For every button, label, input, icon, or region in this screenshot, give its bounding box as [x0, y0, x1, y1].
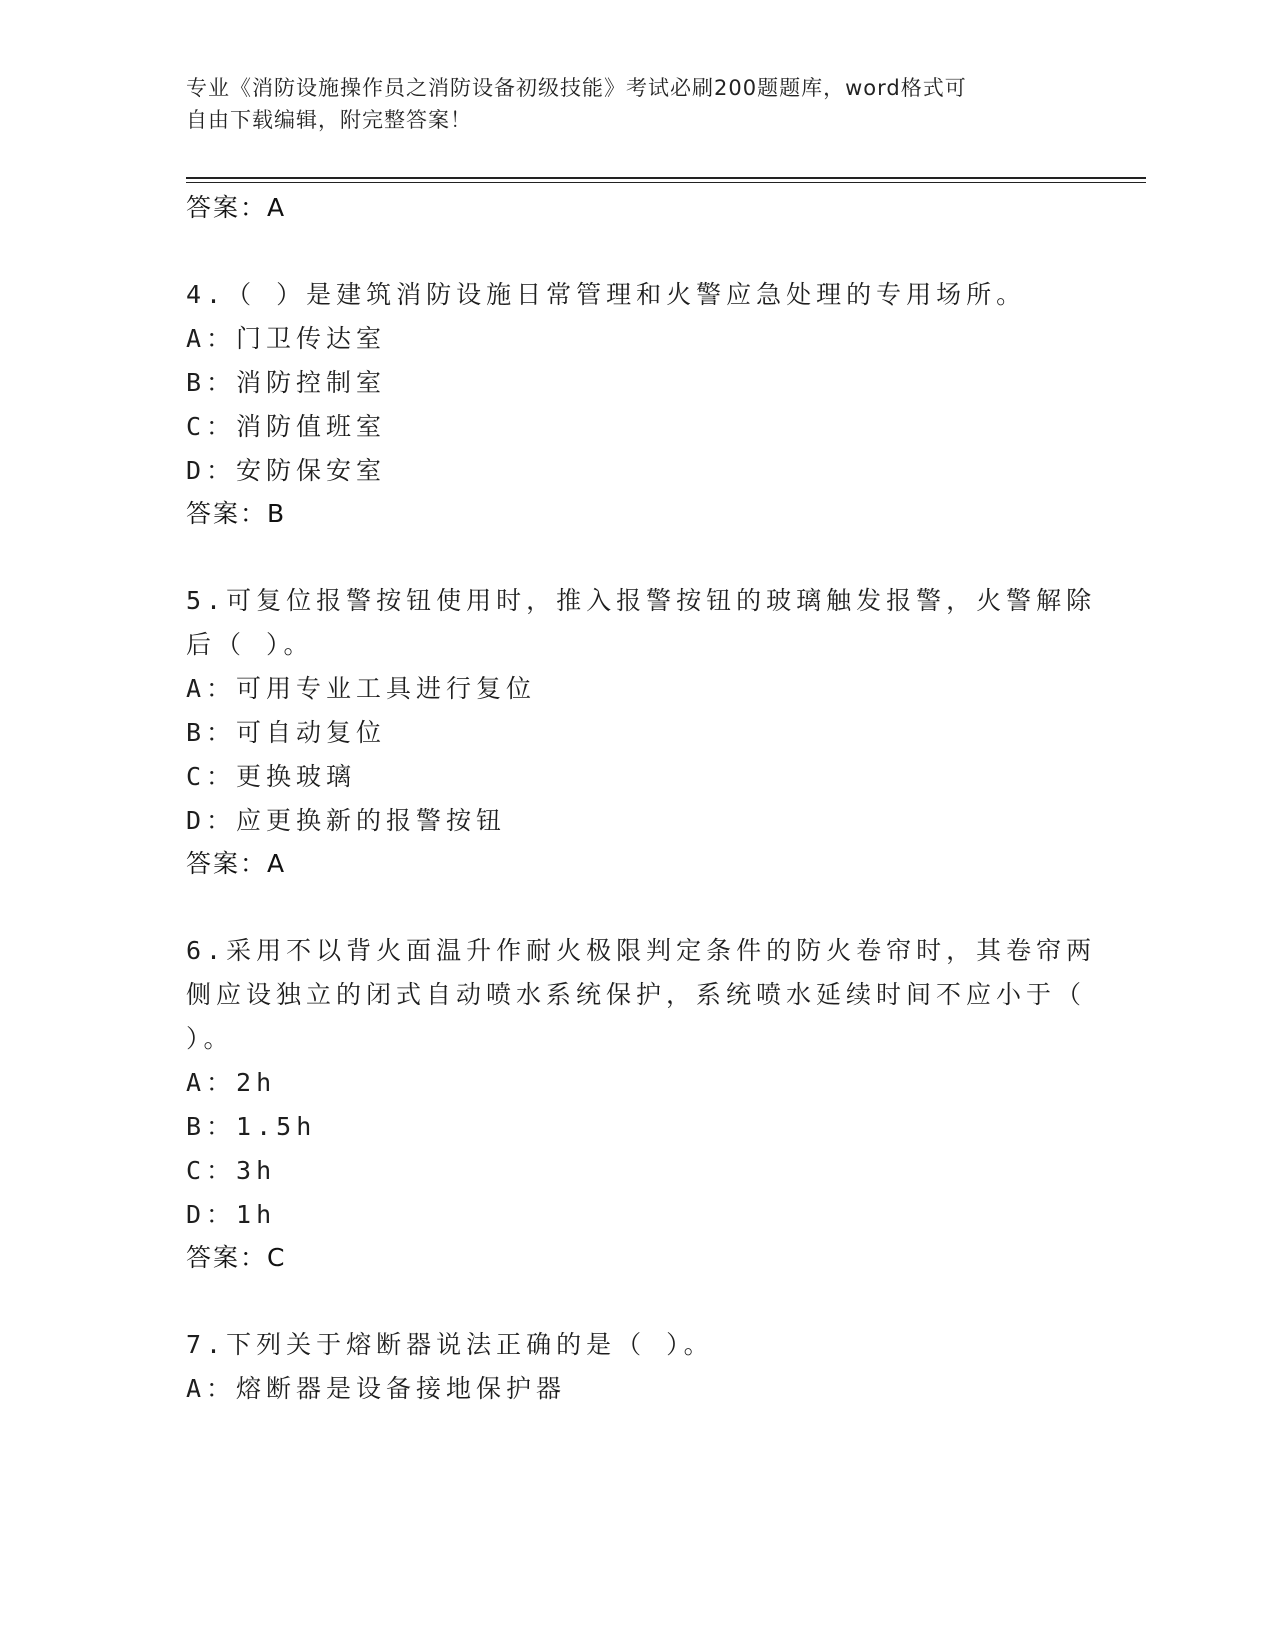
question-6-option-c: C：3h: [186, 1156, 277, 1185]
question-4-answer: 答案：B: [186, 499, 287, 528]
header-line-1: 专业《消防设施操作员之消防设备初级技能》考试必刷200题题库，word格式可: [186, 76, 967, 100]
header-divider-thick: [186, 177, 1146, 179]
question-6-option-a: A：2h: [186, 1068, 277, 1097]
question-6-text-line-3: ）。: [186, 1024, 234, 1053]
question-5-option-a: A：可用专业工具进行复位: [186, 674, 537, 703]
header-divider-thin: [186, 182, 1146, 183]
answer-previous: 答案：A: [186, 193, 287, 222]
question-5-option-c: C：更换玻璃: [186, 762, 357, 791]
question-4-option-c: C：消防值班室: [186, 412, 387, 441]
question-6-option-b: B：1.5h: [186, 1112, 317, 1141]
question-5-option-b: B：可自动复位: [186, 718, 387, 747]
question-6-answer: 答案：C: [186, 1243, 287, 1272]
question-7-text: 7.下列关于熔断器说法正确的是（ ）。: [186, 1330, 714, 1359]
page-header: [186, 72, 1066, 136]
question-6-option-d: D：1h: [186, 1200, 277, 1229]
header-line-2: 自由下载编辑，附完整答案！: [186, 108, 472, 132]
question-5-answer: 答案：A: [186, 849, 287, 878]
question-5-option-d: D：应更换新的报警按钮: [186, 806, 507, 835]
question-5-text-line-1: 5.可复位报警按钮使用时，推入报警按钮的玻璃触发报警，火警解除: [186, 586, 1097, 615]
question-4-option-b: B：消防控制室: [186, 368, 387, 397]
question-4-text: 4.（ ）是建筑消防设施日常管理和火警应急处理的专用场所。: [186, 280, 1027, 309]
question-5-text-line-2: 后（ ）。: [186, 630, 314, 659]
question-4-option-d: D：安防保安室: [186, 456, 387, 485]
question-4-option-a: A：门卫传达室: [186, 324, 387, 353]
question-6-text-line-2: 侧应设独立的闭式自动喷水系统保护，系统喷水延续时间不应小于（: [186, 980, 1087, 1009]
question-7-option-a: A：熔断器是设备接地保护器: [186, 1374, 567, 1403]
question-6-text-line-1: 6.采用不以背火面温升作耐火极限判定条件的防火卷帘时，其卷帘两: [186, 936, 1097, 965]
